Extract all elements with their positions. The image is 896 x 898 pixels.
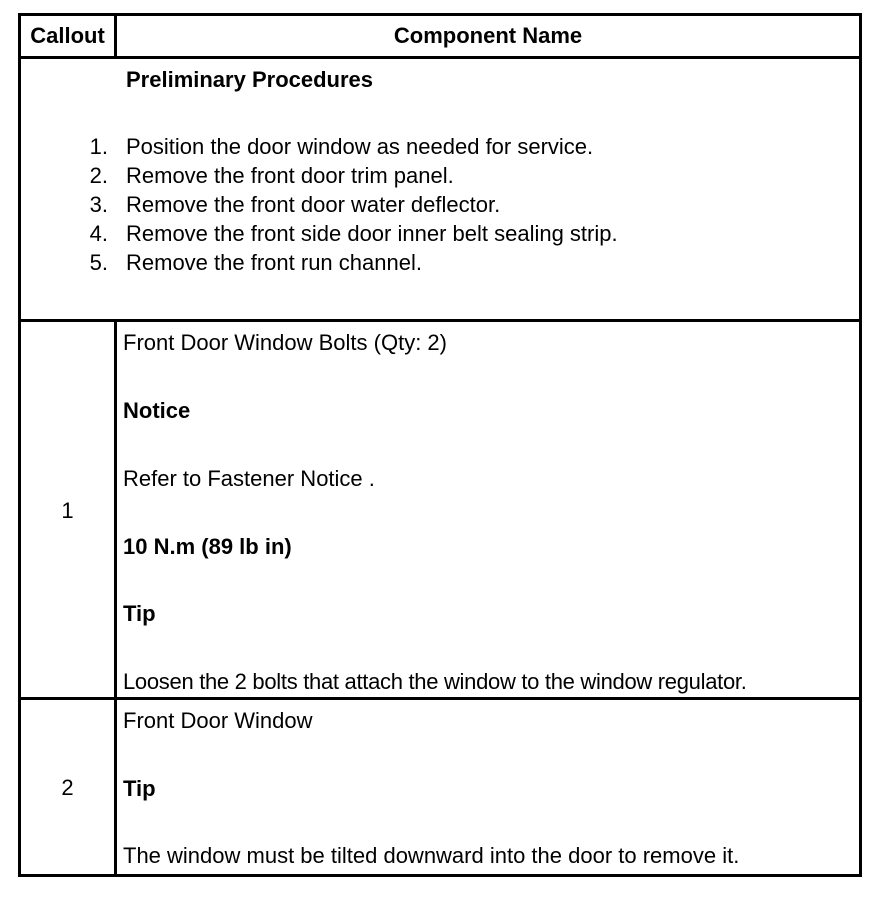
component-cell — [117, 700, 859, 874]
callout-number: 2 — [61, 775, 74, 800]
step-item — [89, 248, 422, 277]
callout-cell — [21, 700, 117, 874]
tip-text: Loosen the 2 bolts that attach the window to the window regulator. — [123, 669, 747, 694]
header-callout-cell — [21, 16, 117, 56]
callout-cell — [21, 322, 117, 697]
header-component-name: Component Name — [393, 23, 583, 48]
preliminary-name-cell — [89, 59, 859, 319]
preliminary-title: Preliminary Procedures — [126, 67, 374, 92]
step-item — [89, 190, 501, 219]
step-number: 2. — [89, 163, 108, 188]
callout-row-2 — [21, 700, 859, 874]
step-item — [89, 132, 594, 161]
notice-text: Refer to Fastener Notice . — [123, 466, 375, 491]
component-cell — [117, 322, 859, 697]
header-row — [21, 16, 859, 56]
step-item — [89, 161, 454, 190]
torque-spec: 10 N.m (89 lb in) — [123, 534, 292, 559]
tip-label: Tip — [123, 601, 156, 626]
step-text: Remove the front side door inner belt sealing strip. — [126, 221, 618, 246]
procedure-table — [18, 13, 862, 877]
notice-label: Notice — [123, 398, 191, 423]
component-name: Front Door Window — [123, 708, 313, 733]
step-number: 3. — [89, 192, 108, 217]
callout-number: 1 — [61, 498, 74, 523]
step-number: 1. — [89, 134, 108, 159]
component-name: Front Door Window Bolts (Qty: 2) — [123, 330, 447, 355]
step-number: 4. — [89, 221, 108, 246]
header-name-cell — [117, 16, 859, 56]
step-text: Remove the front door water deflector. — [126, 192, 501, 217]
callout-row-1 — [21, 322, 859, 697]
step-text: Position the door window as needed for service. — [126, 134, 594, 159]
tip-text: The window must be tilted downward into the door to remove it. — [123, 843, 740, 868]
step-text: Remove the front run channel. — [126, 250, 422, 275]
step-number: 5. — [89, 250, 108, 275]
tip-label: Tip — [123, 776, 156, 801]
step-item — [89, 219, 618, 248]
header-callout: Callout — [30, 23, 105, 48]
step-text: Remove the front door trim panel. — [126, 163, 454, 188]
preliminary-row — [21, 59, 859, 319]
